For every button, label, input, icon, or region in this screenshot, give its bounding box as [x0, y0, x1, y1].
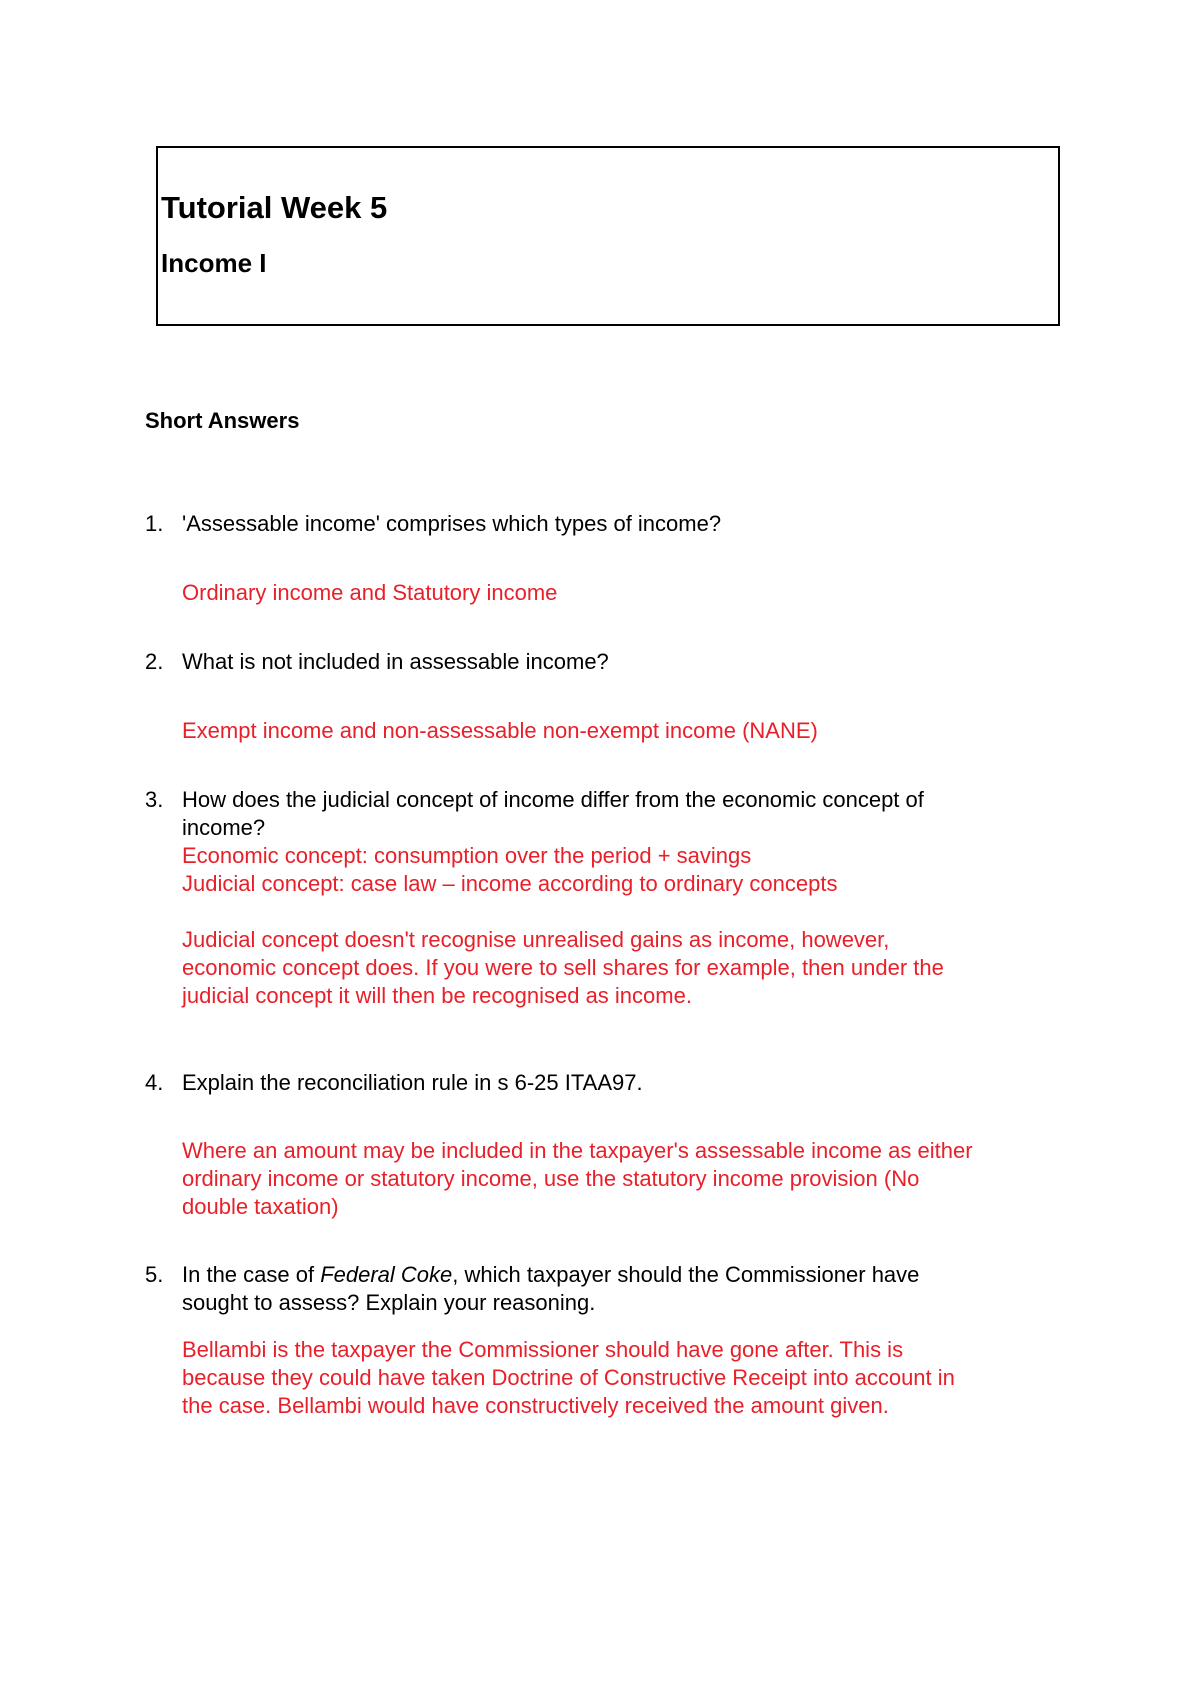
question-3-line-2: income? [182, 815, 266, 840]
answer-1 [182, 579, 1082, 607]
answer-3-explanation-line-3: judicial concept it will then be recognised as income. [182, 983, 692, 1008]
answer-4-line-2: ordinary income or statutory income, use the statutory income provision (No [182, 1166, 920, 1191]
answer-5 [182, 1336, 1082, 1420]
question-5 [182, 1261, 1082, 1317]
page-subtitle: Income I [161, 248, 267, 278]
answer-5-line-2: because they could have taken Doctrine of Constructive Receipt into account in [182, 1365, 955, 1390]
question-1-line-1: 'Assessable income' comprises which types of income? [182, 511, 722, 536]
answer-5-line-1: Bellambi is the taxpayer the Commissioner should have gone after. This is [182, 1337, 904, 1362]
answer-4-line-3: double taxation) [182, 1194, 339, 1219]
section-heading: Short Answers [145, 408, 300, 433]
question-number-3: 3. [145, 787, 164, 812]
answer-4 [182, 1137, 1082, 1221]
answer-3 [182, 842, 1082, 898]
answer-3-line-2: Judicial concept: case law – income according to ordinary concepts [182, 871, 838, 896]
question-5-line-1 [182, 1261, 1082, 1289]
answer-2 [182, 717, 1082, 745]
answer-3-explanation-line-1: Judicial concept doesn't recognise unrealised gains as income, however, [182, 927, 890, 952]
question-number-1: 1. [145, 511, 164, 536]
question-4-line-1: Explain the reconciliation rule in s 6-25 ITAA97. [182, 1070, 643, 1095]
question-3 [182, 786, 1082, 842]
question-2-line-1: What is not included in assessable income? [182, 649, 609, 674]
question-1 [182, 510, 1082, 538]
answer-3-line-1: Economic concept: consumption over the period + savings [182, 843, 752, 868]
page-title: Tutorial Week 5 [161, 190, 388, 225]
question-5-line-2: sought to assess? Explain your reasoning. [182, 1290, 596, 1315]
question-number-5: 5. [145, 1262, 164, 1287]
answer-3-explanation [182, 926, 1082, 1010]
answer-2-line-1: Exempt income and non-assessable non-exempt income (NANE) [182, 718, 818, 743]
question-3-line-1: How does the judicial concept of income differ from the economic concept of [182, 787, 924, 812]
question-4 [182, 1069, 1082, 1097]
question-5-prefix: In the case of [182, 1262, 321, 1287]
question-2 [182, 648, 1082, 676]
answer-3-explanation-line-2: economic concept does. If you were to sell shares for example, then under the [182, 955, 944, 980]
question-number-2: 2. [145, 649, 164, 674]
answer-5-line-3: the case. Bellambi would have constructively received the amount given. [182, 1393, 889, 1418]
answer-4-line-1: Where an amount may be included in the taxpayer's assessable income as either [182, 1138, 973, 1163]
answer-1-line-1: Ordinary income and Statutory income [182, 580, 558, 605]
title-box [156, 146, 1060, 326]
question-number-4: 4. [145, 1070, 164, 1095]
case-name: Federal Coke [320, 1262, 453, 1287]
question-5-suffix: , which taxpayer should the Commissioner have [452, 1262, 920, 1287]
